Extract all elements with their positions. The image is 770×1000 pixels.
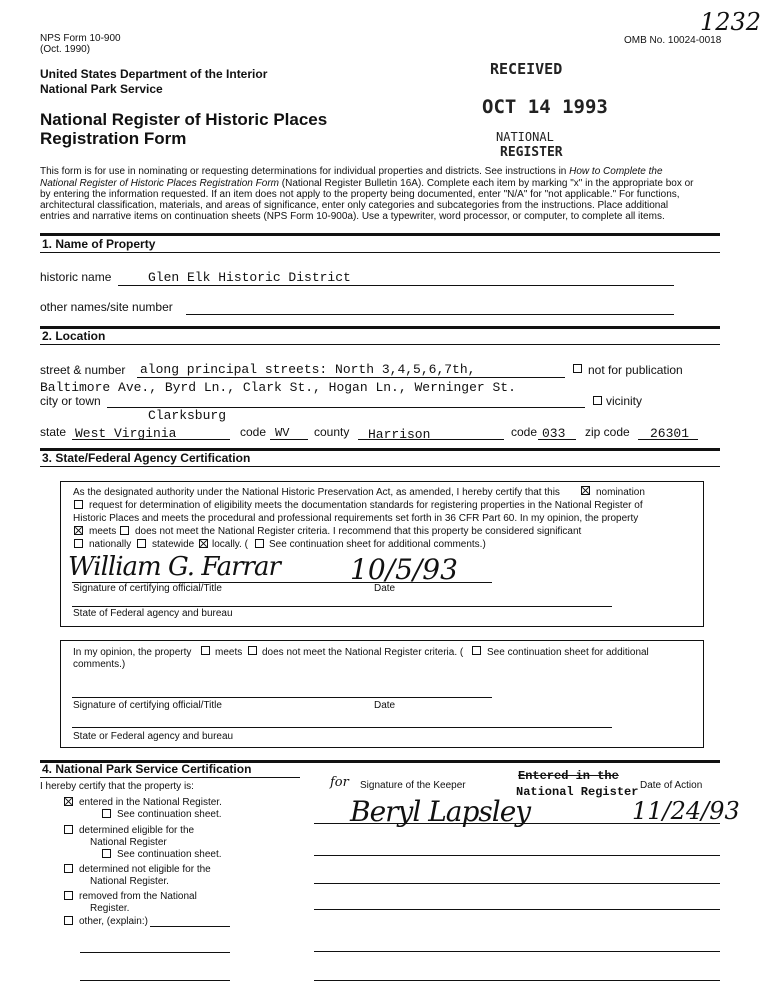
certification-date: 10/5/93 <box>350 553 458 586</box>
entered-stamp-2: National Register <box>516 785 639 799</box>
other-checkbox[interactable] <box>64 916 73 925</box>
eligible-continuation-checkbox[interactable] <box>102 849 111 858</box>
section-3-heading: 3. State/Federal Agency Certification <box>42 451 251 465</box>
section-3-rule-bottom <box>40 466 720 467</box>
state-label: state <box>40 425 67 439</box>
not-eligible-checkbox[interactable] <box>64 864 73 873</box>
eligibility-request-checkbox[interactable] <box>74 500 83 509</box>
keeper-line-6[interactable] <box>314 980 720 981</box>
county-value[interactable]: Harrison <box>368 427 431 442</box>
cert-text-3: Historic Places and meets the procedural and professional requirements set forth in 36 CFR Part 60. In my opinion, the property <box>73 513 639 524</box>
explain-line-1[interactable] <box>80 952 230 953</box>
instructions-line-3: by entering the information requested. If an item does not apply to the property being documented, enter "N/A" for "not applicable." For functions, <box>40 189 680 200</box>
opinion-continuation-checkbox[interactable] <box>472 646 481 655</box>
agency-line <box>72 606 612 607</box>
opinion-signature-label: Signature of certifying official/Title <box>73 700 222 711</box>
opinion-agency-line[interactable] <box>72 727 612 728</box>
entered-continuation-label: See continuation sheet. <box>117 809 222 820</box>
street-label: street & number <box>40 363 126 377</box>
opinion-signature-line[interactable] <box>72 697 492 698</box>
meets-label: meets <box>89 526 117 537</box>
state-continuation-label: See continuation sheet for additional comments.) <box>269 539 486 550</box>
locally-checkbox[interactable] <box>199 539 208 548</box>
removed-checkbox[interactable] <box>64 891 73 900</box>
date-label: Date <box>374 583 396 594</box>
other-names-label: other names/site number <box>40 300 173 314</box>
opinion-text-d: comments.) <box>73 659 126 670</box>
opinion-text-c: See continuation sheet for additional <box>487 647 649 658</box>
other-label: other, (explain:) <box>79 916 148 927</box>
removed-label-1: removed from the National <box>79 891 197 902</box>
nationally-checkbox[interactable] <box>74 539 83 548</box>
entered-checkbox[interactable] <box>64 797 73 806</box>
other-line[interactable] <box>150 926 230 927</box>
eligible-label-2: National Register <box>90 837 167 848</box>
statewide-label: statewide <box>152 539 195 550</box>
instructions-line-1: This form is for use in nominating or requesting determinations for individual properties and districts. See instructions in How to Complete the <box>40 166 663 177</box>
certifying-official-signature: William G. Farrar <box>68 552 280 582</box>
removed-label-2: Register. <box>90 903 130 914</box>
historic-name-line <box>118 285 674 286</box>
opinion-agency-label: State or Federal agency and bureau <box>73 731 234 742</box>
entered-stamp-1: Entered in the <box>518 769 619 783</box>
state-value[interactable]: West Virginia <box>75 426 177 441</box>
instructions-line-5: entries and narrative items on continuation sheets (NPS Form 10-900a). Use a typewriter, word processor, or computer, to complete all items. <box>40 211 665 222</box>
section-2-rule <box>40 326 720 329</box>
cert-text-1: As the designated authority under the National Historic Preservation Act, as amended, I hereby certify that this <box>73 487 560 498</box>
form-number: NPS Form 10-900 <box>40 33 121 44</box>
explain-line-2[interactable] <box>80 980 230 981</box>
keeper-signature: Beryl Lapsley <box>350 795 531 828</box>
entered-continuation-checkbox[interactable] <box>102 809 111 818</box>
nps-intro: I hereby certify that the property is: <box>40 781 194 792</box>
cert-text-2: request for determination of eligibility meets the documentation standards for registering properties in the National Register of <box>89 500 643 511</box>
vicinity-checkbox[interactable] <box>593 396 602 405</box>
street-value[interactable]: along principal streets: North 3,4,5,6,7th, <box>140 362 476 377</box>
opinion-not-meet-checkbox[interactable] <box>248 646 257 655</box>
signature-label: Signature of certifying official/Title <box>73 583 222 594</box>
cert-text-4: does not meet the National Register criteria. I recommend that this property be considered significant <box>135 526 582 537</box>
keeper-line-5[interactable] <box>314 951 720 952</box>
not-eligible-label-1: determined not eligible for the <box>79 864 211 875</box>
county-label: county <box>314 425 350 439</box>
street-value-2[interactable]: Baltimore Ave., Byrd Ln., Clark St., Hogan Ln., Werninger St. <box>40 380 516 395</box>
meets-checkbox[interactable] <box>74 526 83 535</box>
does-not-meet-checkbox[interactable] <box>120 526 129 535</box>
agency-label: State of Federal agency and bureau <box>73 608 233 619</box>
form-title-1: National Register of Historic Places <box>40 110 328 129</box>
state-continuation-checkbox[interactable] <box>255 539 264 548</box>
city-label: city or town <box>40 394 101 408</box>
action-date: 11/24/93 <box>632 797 740 825</box>
omb-number: OMB No. 10024-0018 <box>624 35 722 46</box>
not-for-publication-checkbox[interactable] <box>573 364 582 373</box>
service: National Park Service <box>40 82 163 96</box>
nomination-label: nomination <box>596 487 645 498</box>
received-stamp: RECEIVED <box>490 60 563 78</box>
keeper-line-2[interactable] <box>314 855 720 856</box>
keeper-line-1[interactable] <box>314 823 720 824</box>
other-names-field[interactable] <box>186 314 674 315</box>
eligible-checkbox[interactable] <box>64 825 73 834</box>
statewide-checkbox[interactable] <box>137 539 146 548</box>
opinion-text-b: does not meet the National Register criteria. ( <box>262 647 464 658</box>
keeper-initials: for <box>330 775 349 790</box>
historic-name-label: historic name <box>40 270 112 284</box>
opinion-text-a: In my opinion, the property <box>73 647 192 658</box>
opinion-meets-checkbox[interactable] <box>201 646 210 655</box>
not-for-publication-label: not for publication <box>588 363 683 377</box>
county-code-value[interactable]: 033 <box>542 426 566 441</box>
eligible-continuation-label: See continuation sheet. <box>117 849 222 860</box>
nomination-checkbox[interactable] <box>581 486 590 495</box>
locally-label: locally. ( <box>212 539 248 550</box>
street-line <box>137 377 565 378</box>
section-1-rule <box>40 233 720 236</box>
state-code-label: code <box>240 425 267 439</box>
entered-label: entered in the National Register. <box>79 797 222 808</box>
keeper-line-4[interactable] <box>314 909 720 910</box>
state-code-value[interactable]: WV <box>275 426 290 440</box>
county-code-label: code <box>511 425 538 439</box>
date-of-action-label: Date of Action <box>640 780 703 791</box>
nationally-label: nationally <box>89 539 132 550</box>
department: United States Department of the Interior <box>40 67 268 81</box>
section-1-rule-bottom <box>40 252 720 253</box>
keeper-line-3[interactable] <box>314 883 720 884</box>
vicinity-label: vicinity <box>606 394 643 408</box>
section-4-rule-bottom <box>40 777 300 778</box>
form-date: (Oct. 1990) <box>40 44 91 55</box>
handwritten-number: 1232 <box>700 8 762 36</box>
not-eligible-label-2: National Register. <box>90 876 169 887</box>
zip-value[interactable]: 26301 <box>650 426 690 441</box>
opinion-date-label: Date <box>374 700 396 711</box>
city-value[interactable]: Clarksburg <box>148 408 227 423</box>
section-2-rule-bottom <box>40 344 720 345</box>
zip-label: zip code <box>585 425 630 439</box>
stamp-line-1: NATIONAL <box>496 130 554 144</box>
instructions-line-4: architectural classification, materials, and areas of significance, enter only categories and subcategories from the instructions. Place additional <box>40 200 669 211</box>
form-title-2: Registration Form <box>40 129 187 148</box>
section-2-heading: 2. Location <box>42 329 106 343</box>
opinion-meets-label: meets <box>215 647 243 658</box>
stamp-date: OCT 14 1993 <box>482 96 608 118</box>
keeper-signature-label: Signature of the Keeper <box>360 780 466 791</box>
instructions-line-2: National Register of Historic Places Registration Form (National Register Bulletin 16A). Complete each item by marking "x" in the appropriate box or <box>40 178 694 189</box>
eligible-label-1: determined eligible for the <box>79 825 195 836</box>
section-1-heading: 1. Name of Property <box>42 237 156 251</box>
historic-name-value[interactable]: Glen Elk Historic District <box>148 270 351 285</box>
stamp-line-2: REGISTER <box>500 145 563 160</box>
section-4-heading: 4. National Park Service Certification <box>42 762 252 776</box>
